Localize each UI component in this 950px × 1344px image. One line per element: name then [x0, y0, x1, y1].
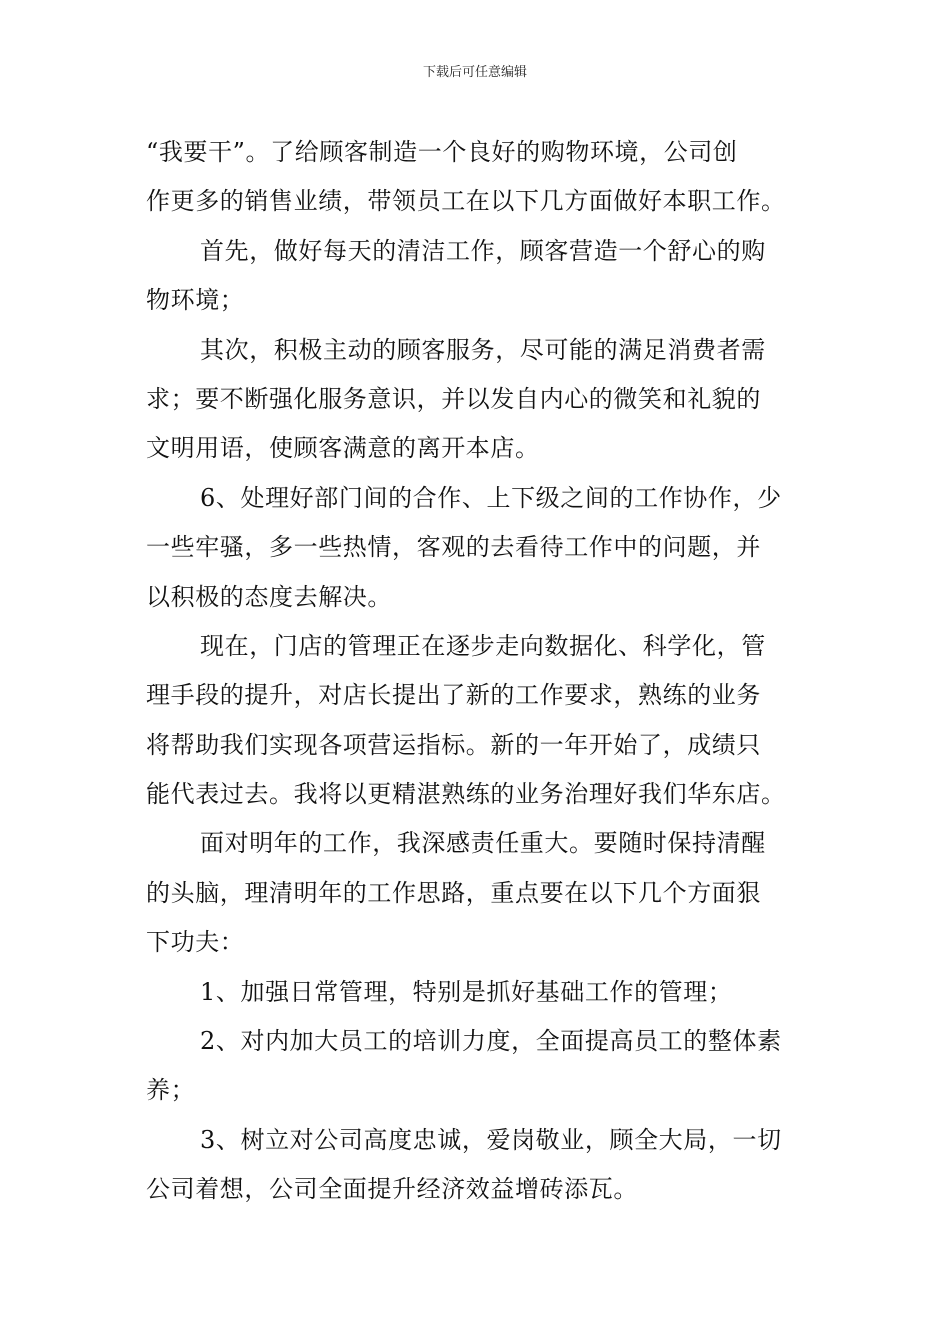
text-line: 养； — [146, 1076, 196, 1105]
text-line: 面对明年的工作，我深感责任重大。要随时保持清醒 — [200, 829, 766, 858]
text-line: 求；要不断强化服务意识，并以发自内心的微笑和礼貌的 — [146, 384, 761, 413]
text-line: 6、处理好部门间的合作、上下级之间的工作协作，少 — [200, 483, 782, 512]
text-line: 将帮助我们实现各项营运指标。新的一年开始了，成绩只 — [146, 730, 761, 759]
text-line: 的头脑，理清明年的工作思路，重点要在以下几个方面狠 — [146, 878, 761, 907]
text-line: 1、加强日常管理，特别是抓好基础工作的管理； — [200, 977, 733, 1006]
text-line: 作更多的销售业绩，带领员工在以下几方面做好本职工作。 — [146, 187, 786, 216]
text-line: 3、树立对公司高度忠诚，爱岗敬业，顾全大局，一切 — [200, 1125, 782, 1154]
text-line: 现在，门店的管理正在逐步走向数据化、科学化，管 — [200, 631, 766, 660]
page-header: 下载后可任意编辑 — [422, 65, 527, 80]
text-line: 以积极的态度去解决。 — [146, 582, 392, 611]
text-line: 其次，积极主动的顾客服务，尽可能的满足消费者需 — [200, 335, 766, 364]
text-line: 公司着想，公司全面提升经济效益增砖添瓦。 — [146, 1175, 638, 1204]
text-line: 2、对内加大员工的培训力度，全面提高员工的整体素 — [200, 1027, 782, 1056]
text-line: 理手段的提升，对店长提出了新的工作要求，熟练的业务 — [146, 681, 761, 710]
text-line: 下功夫： — [146, 928, 245, 957]
text-line: 一些牢骚，多一些热情，客观的去看待工作中的问题，并 — [146, 533, 761, 562]
text-line: 物环境； — [146, 286, 245, 315]
text-line: 文明用语，使顾客满意的离开本店。 — [146, 434, 540, 463]
document-body — [146, 128, 810, 1215]
text-line: 能代表过去。我将以更精湛熟练的业务治理好我们华东店。 — [146, 780, 786, 809]
text-line: 首先，做好每天的清洁工作，顾客营造一个舒心的购 — [200, 236, 766, 265]
text-line: “我要干”。了给顾客制造一个良好的购物环境，公司创 — [146, 138, 738, 166]
